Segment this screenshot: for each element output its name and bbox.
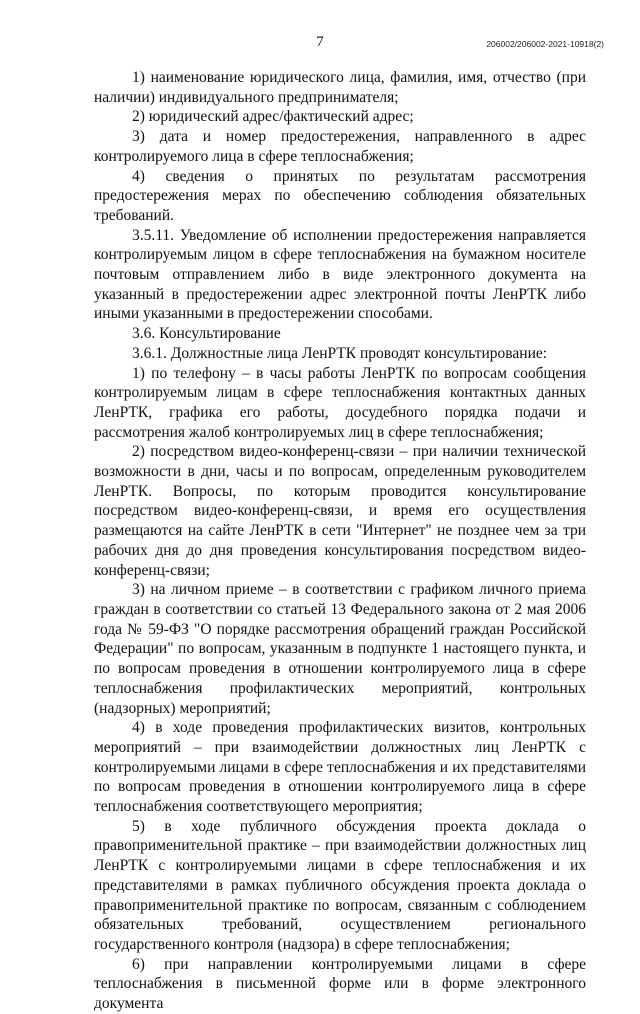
paragraph-item-2: 2) юридический адрес/фактический адрес;: [132, 108, 414, 126]
paragraph-item-1: 1) наименование юридического лица, фамилия, имя, отчество (при наличии) индивидуального предпринимателя;: [94, 69, 586, 106]
paragraph-consult-4: 4) в ходе проведения профилактических визитов, контрольных мероприятий – при взаимодействии должностных лиц ЛенРТК с контролируемыми лицами в сфере теплоснабжения и их представителями по вопросам проведения в отношении контролируемого лица в сфере теплоснабжения соответствующего мероприятия;: [94, 719, 586, 816]
paragraph-consult-5: 5) в ходе публичного обсуждения проекта доклада о правоприменительной практике – при взаимодействии должностных лиц ЛенРТК с контролируемыми лицами в сфере теплоснабжения и их представителями в рамках публичного обсуждения проекта доклада о правоприменительной практике по вопросам, связанным с соблюдением обязательных требований, осуществлением регионального государственного контроля (надзора) в сфере теплоснабжения;: [94, 817, 586, 953]
paragraph-3-5-11: 3.5.11. Уведомление об исполнении предостережения направляется контролируемым лицом в сфере теплоснабжения на бумажном носителе почтовым отправлением либо в виде электронного документа на указанный в предостережении адрес электронной почты ЛенРТК либо иными указанными в предостережении способами.: [94, 226, 586, 323]
page-number: 7: [316, 34, 324, 50]
paragraph-item-3: 3) дата и номер предостережения, направленного в адрес контролируемого лица в сфере теплоснабжения;: [94, 128, 586, 165]
paragraph-consult-1: 1) по телефону – в часы работы ЛенРТК по вопросам сообщения контролируемым лицам в сфере теплоснабжения контактных данных ЛенРТК, графика его работы, досудебного порядка подачи и рассмотрения жалоб контролируемых лиц в сфере теплоснабжения;: [94, 364, 586, 441]
section-heading-3-6: 3.6. Консультирование: [132, 325, 281, 343]
paragraph-item-4: 4) сведения о принятых по результатам рассмотрения предостережения мерах по обеспечению соблюдения обязательных требований.: [94, 167, 586, 224]
paragraph-3-6-1: 3.6.1. Должностные лица ЛенРТК проводят консультирование:: [132, 344, 548, 362]
document-id: 206002/206002-2021-10918(2): [486, 39, 604, 49]
paragraph-consult-2: 2) посредством видео-конференц-связи – при наличии технической возможности в дни, часы и по вопросам, определенным руководителем ЛенРТК. Вопросы, по которым проводится консультирование посредством видео-конференц-связи, и время его осуществления размещаются на сайте ЛенРТК в сети "Интернет" не позднее чем за три рабочих дня до дня проведения консультирования посредством видео-конференц-связи;: [94, 443, 586, 579]
paragraph-consult-6: 6) при направлении контролируемыми лицами в сфере теплоснабжения в письменной форме или в форме электронного документа: [94, 955, 586, 1013]
paragraph-consult-3: 3) на личном приеме – в соответствии с графиком личного приема граждан в соответствии со статьей 13 Федерального закона от 2 мая 2006 года № 59-ФЗ "О порядке рассмотрения обращений граждан Российской Федерации" по вопросам, указанным в подпункте 1 настоящего пункта, и по вопросам проведения в отношении контролируемого лица в сфере теплоснабжения профилактических мероприятий, контрольных (надзорных) мероприятий;: [94, 581, 586, 717]
document-body: [94, 68, 586, 1014]
